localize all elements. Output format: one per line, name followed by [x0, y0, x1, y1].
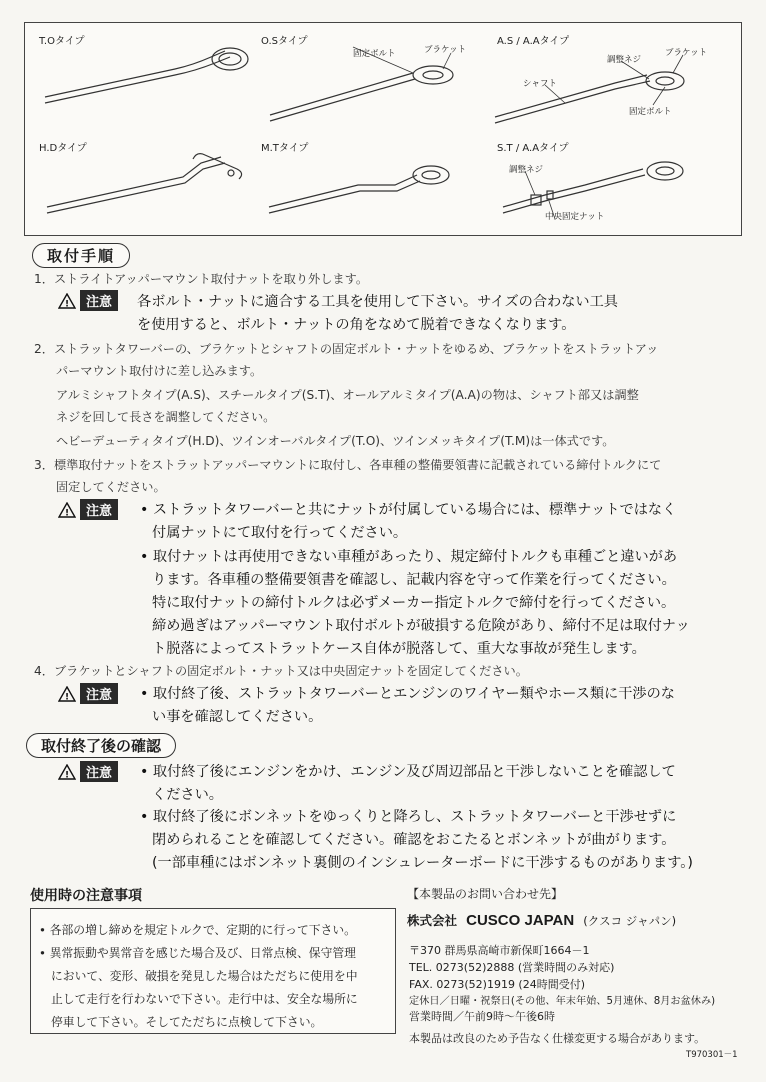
- product-types-diagram: [24, 22, 742, 236]
- usage-line-1: • 各部の増し締めを規定トルクで、定期的に行って下さい。: [39, 923, 356, 937]
- warning-triangle-icon: [58, 764, 76, 780]
- step-1: 1．ストライトアッパーマウント取付ナットを取り外します。: [34, 272, 369, 286]
- post-check-line-1: • 取付終了後にエンジンをかけ、エンジン及び周辺部品と干渉しないことを確認して: [140, 764, 676, 780]
- company-line: [407, 910, 676, 929]
- contact-title: 【本製品のお問い合わせ先】: [407, 887, 564, 901]
- step-2-line-4: ネジを回して長さを調整してください。: [56, 410, 276, 424]
- caution-2-line-5: 特に取付ナットの締付トルクは必ずメーカー指定トルクで締付を行ってください。: [152, 595, 676, 611]
- caution-3: [58, 683, 118, 704]
- step-3-line-1: 3．標準取付ナットをストラットアッパーマウントに取付し、各車種の整備要領書に記載されている締付トルクにて: [34, 458, 662, 472]
- callout-os-bracket: ブラケット: [424, 45, 467, 55]
- post-check-line-3: • 取付終了後にボンネットをゆっくりと降ろし、ストラットタワーバーと干渉せずに: [140, 809, 677, 825]
- procedure-heading: 取付手順: [32, 243, 130, 268]
- warning-triangle-icon: [58, 502, 76, 518]
- post-check-line-4: 閉められることを確認してください。確認をおこたるとボンネットが曲がります。: [152, 832, 676, 848]
- callout-as-shaft: シャフト: [523, 79, 557, 89]
- type-label-hd: H.Dタイプ: [39, 143, 87, 154]
- caution-1-line-2: を使用すると、ボルト・ナットの角をなめて脱着できなくなります。: [137, 317, 576, 333]
- caution-2-line-7: ト脱落によってストラットケース自体が脱落して、重大な事故が発生します。: [152, 641, 646, 657]
- callout-st-nut: 中央固定ナット: [545, 212, 605, 222]
- svg-text:!: !: [64, 299, 70, 309]
- post-check-line-5: (一部車種にはボンネット裏側のインシュレーターボードに干渉するものがあります。): [152, 855, 693, 871]
- caution-label: 注意: [80, 683, 118, 704]
- contact-notice: 本製品は改良のため予告なく仕様変更する場合があります。: [409, 1032, 706, 1045]
- caution-1-line-1: 各ボルト・ナットに適合する工具を使用して下さい。サイズの合わない工具: [137, 294, 618, 310]
- company-kana: (クスコ ジャパン): [583, 914, 677, 928]
- document-code: T970301－1: [686, 1050, 738, 1060]
- contact-holidays: 定休日／日曜・祝祭日(その他、年末年始、5月連休、8月お盆休み): [409, 996, 716, 1007]
- step-4: 4．ブラケットとシャフトの固定ボルト・ナット又は中央固定ナットを固定してください。: [34, 664, 528, 678]
- warning-triangle-icon: [58, 293, 76, 309]
- warning-triangle-icon: [58, 686, 76, 702]
- type-label-asaa: A.S / A.Aタイプ: [497, 36, 570, 47]
- caution-label: 注意: [80, 499, 118, 520]
- type-label-staa: S.T / A.Aタイプ: [497, 143, 569, 154]
- caution-1: [58, 290, 118, 311]
- caution-label: 注意: [80, 290, 118, 311]
- caution-2-line-3: • 取付ナットは再使用できない車種があったり、規定締付トルクも車種ごと違いがあ: [140, 549, 678, 565]
- caution-4: [58, 761, 118, 782]
- usage-title: 使用時の注意事項: [30, 888, 142, 904]
- contact-fax: FAX. 0273(52)1919 (24時間受付): [409, 978, 586, 991]
- usage-line-4: 止して走行を行わないで下さい。走行中は、安全な場所に: [51, 992, 358, 1006]
- caution-2-line-2: 付属ナットにて取付を行ってください。: [152, 525, 408, 541]
- type-label-os: O.Sタイプ: [261, 36, 308, 47]
- step-2-line-5: ヘビーデューティタイプ(H.D)、ツインオーバルタイプ(T.O)、ツインメッキタイプ(T.M)は一体式です。: [56, 434, 615, 448]
- step-2-line-2: パーマウント取付けに差し込みます。: [56, 364, 263, 378]
- callout-st-adjust: 調整ネジ: [509, 165, 544, 175]
- svg-text:!: !: [64, 770, 70, 780]
- contact-tel: TEL. 0273(52)2888 (営業時間のみ対応): [409, 961, 615, 974]
- caution-label: 注意: [80, 761, 118, 782]
- step-3-line-2: 固定してください。: [56, 480, 166, 494]
- contact-hours: 営業時間／午前9時〜午後6時: [409, 1010, 555, 1023]
- caution-2-line-6: 締め過ぎはアッパーマウント取付ボルトが破損する危険があり、締付不足は取付ナッ: [152, 618, 690, 634]
- usage-notes-box: [30, 908, 396, 1034]
- company-prefix: 株式会社: [407, 913, 458, 928]
- caution-3-line-1: • 取付終了後、ストラットタワーバーとエンジンのワイヤー類やホース類に干渉のな: [140, 686, 675, 702]
- step-2-line-1: 2．ストラットタワーバーの、ブラケットとシャフトの固定ボルト・ナットをゆるめ、ブラケットをストラットアッ: [34, 342, 659, 356]
- post-check-heading: 取付終了後の確認: [26, 733, 176, 758]
- usage-line-5: 停車して下さい。そしてただちに点検して下さい。: [51, 1015, 323, 1029]
- step-2-line-3: アルミシャフトタイプ(A.S)、スチールタイプ(S.T)、オールアルミタイプ(A.A)の物は、シャフト部又は調整: [56, 388, 639, 402]
- company-name: CUSCO JAPAN: [466, 912, 575, 929]
- callout-os-bolt: 固定ボルト: [353, 49, 396, 59]
- callout-as-adjust: 調整ネジ: [607, 55, 642, 65]
- caution-2-line-1: • ストラットタワーバーと共にナットが付属している場合には、標準ナットではなく: [140, 502, 677, 518]
- svg-text:!: !: [64, 692, 70, 702]
- svg-text:!: !: [64, 508, 70, 518]
- type-label-mt: M.Tタイプ: [261, 143, 309, 154]
- callout-as-bracket: ブラケット: [665, 48, 708, 58]
- usage-line-2: • 異常振動や異常音を感じた場合及び、日常点検、保守管理: [39, 946, 356, 960]
- caution-3-line-2: い事を確認してください。: [152, 709, 323, 725]
- caution-2: [58, 499, 118, 520]
- type-label-to: T.Oタイプ: [39, 36, 85, 47]
- usage-line-3: において、変形、破損を発見した場合はただちに使用を中: [51, 969, 358, 983]
- caution-2-line-4: ります。各車種の整備要領書を確認し、記載内容を守って作業を行ってください。: [152, 572, 676, 588]
- post-check-line-2: ください。: [152, 787, 223, 803]
- callout-as-bolt: 固定ボルト: [629, 107, 672, 117]
- contact-address: 〒370 群馬県高崎市新保町1664－1: [409, 944, 590, 957]
